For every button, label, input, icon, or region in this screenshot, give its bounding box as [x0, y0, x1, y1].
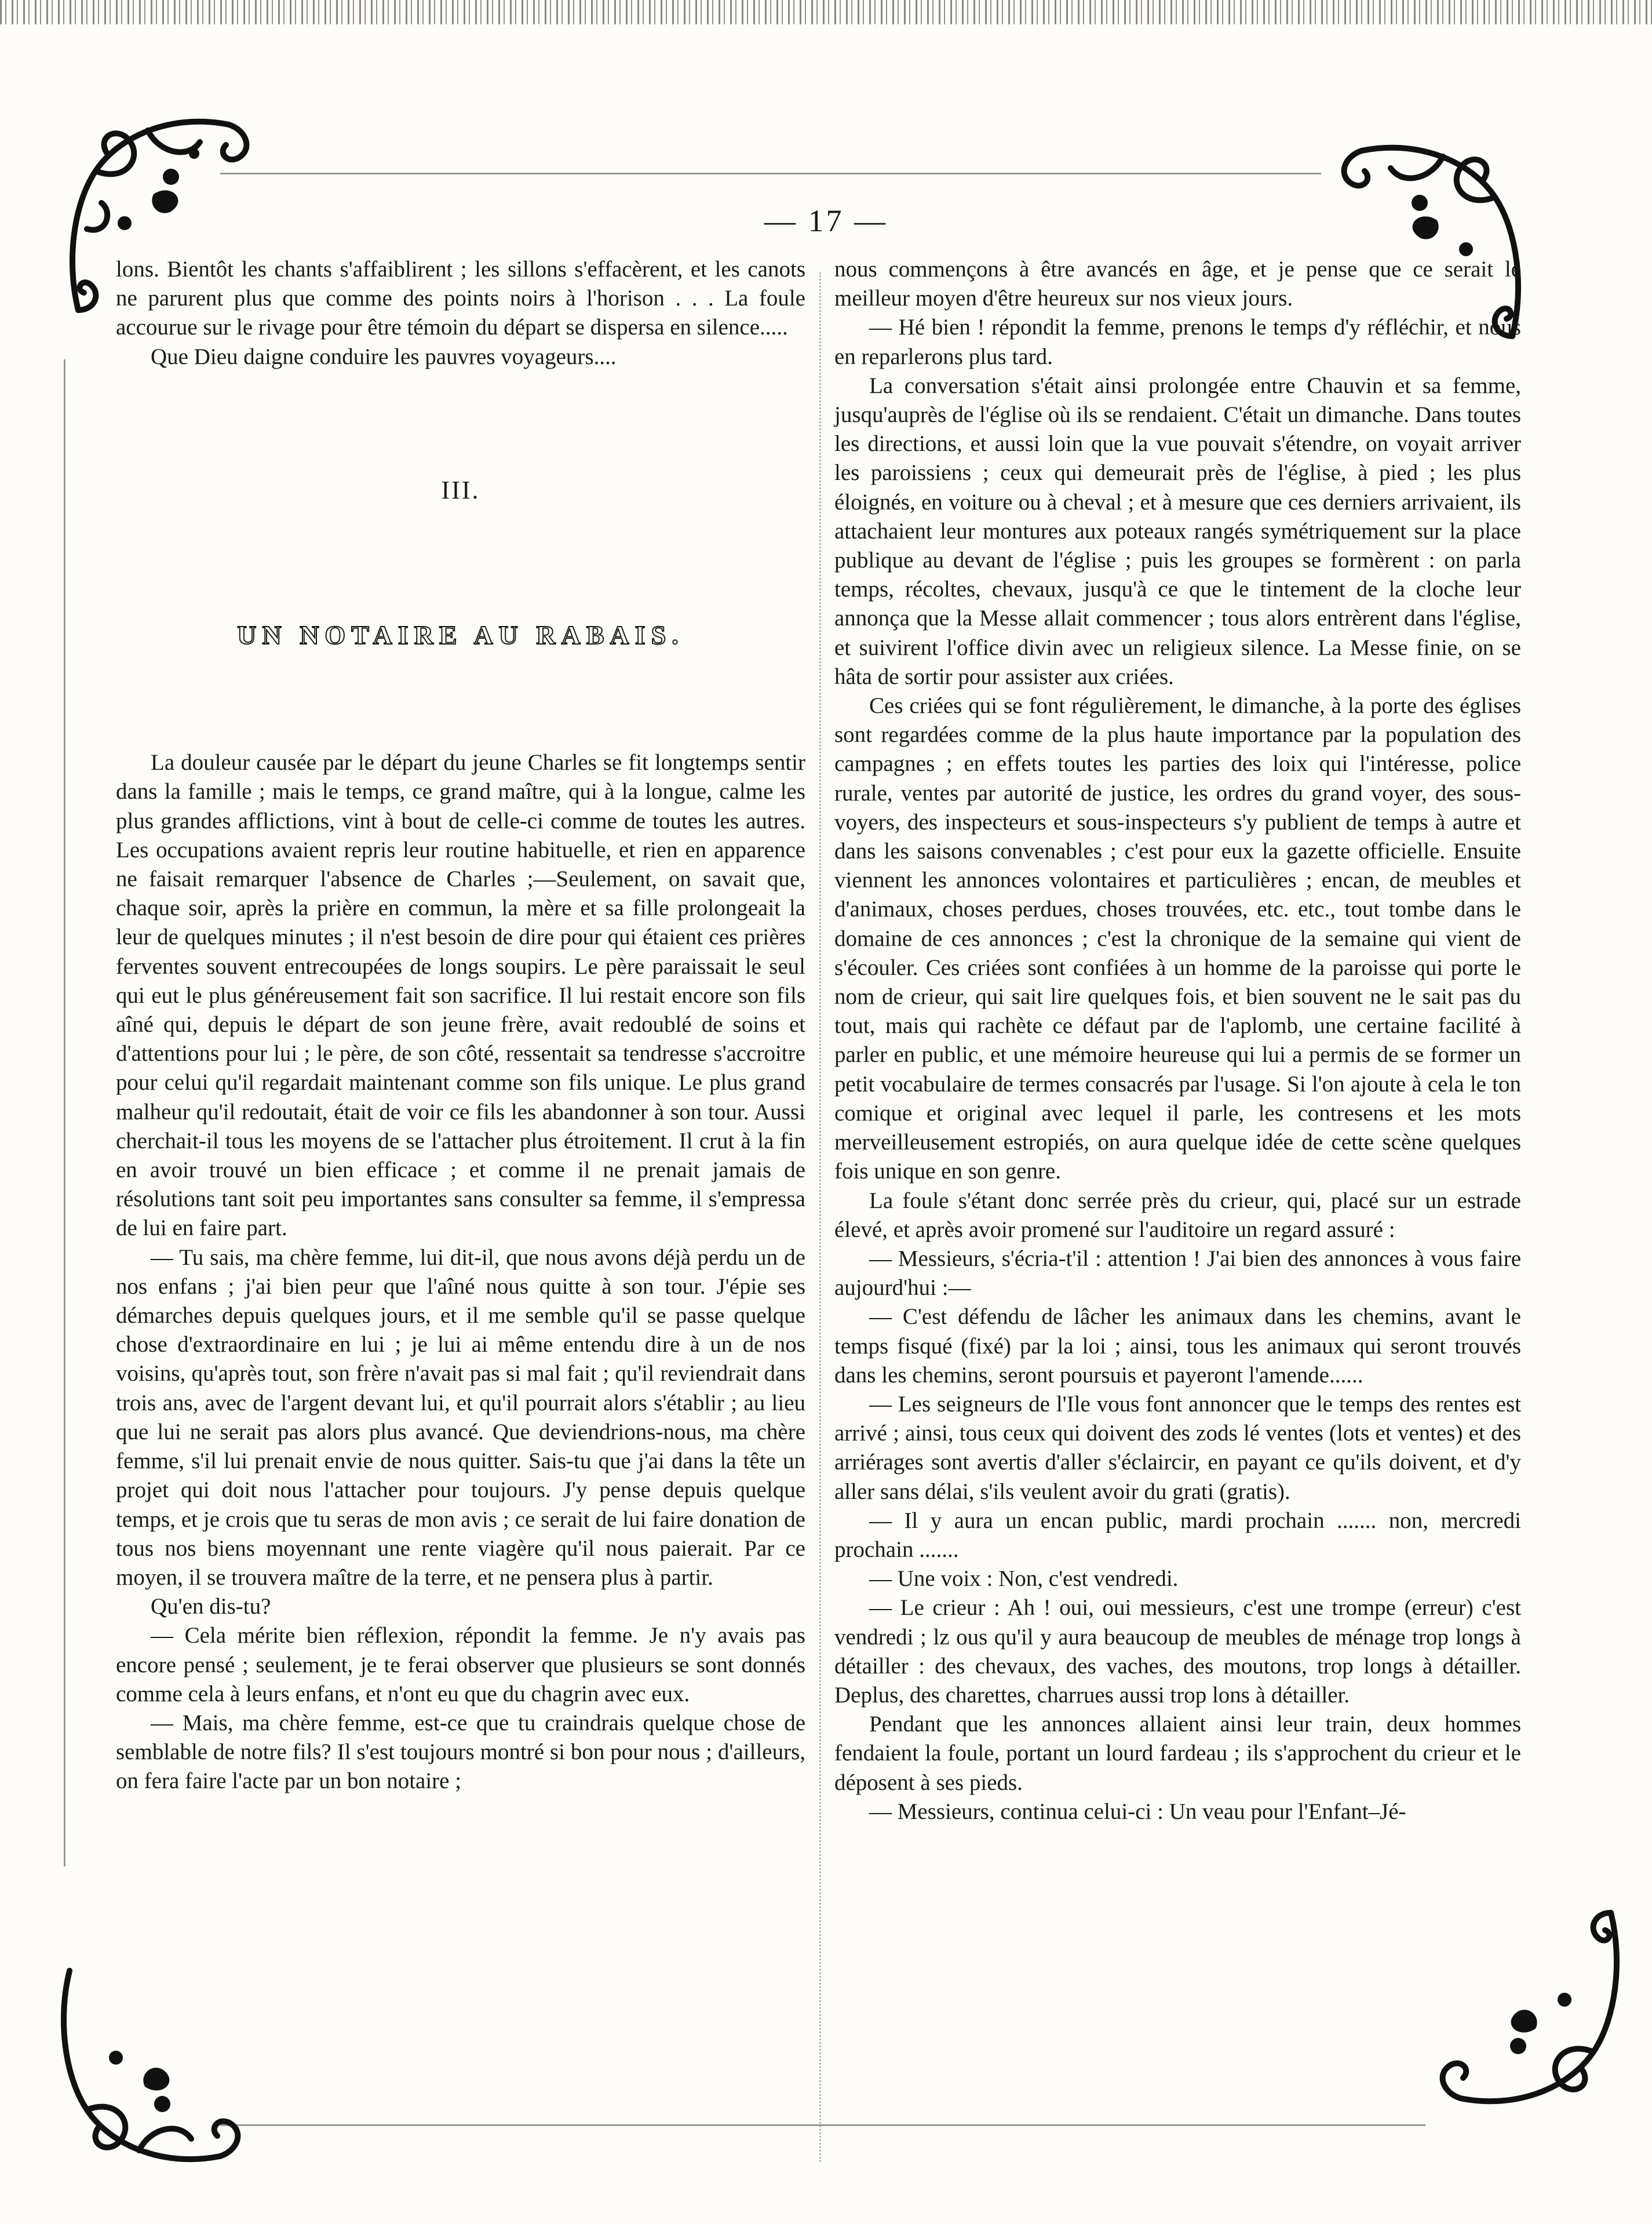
paragraph: nous commençons à être avancés en âge, et je pense que ce serait le meilleur moyen d'être heureux sur nos vieux jours. — [834, 257, 1521, 311]
paragraph: La douleur causée par le départ du jeune Charles se fit longtemps sentir dans la famille ; mais le temps, ce grand maître, qui à la longue, calme les plus grandes afflictions, vint à bout de celle-ci comme de toutes les autres. Les occupations avaient repris leur routine habituelle, et rien en apparence ne faisait remarquer l'absence de Charles ;—Seulement, on savait que, chaque soir, après la prière en commun, la mère et sa fille prolongeait la leur de quelques minutes ; il n'est besoin de dire pour qui étaient ces prières ferventes souvent entrecoupées de longs soupirs. Le père paraissait le seul qui eut le plus généreusement fait son sacrifice. Il lui restait encore son fils aîné qui, depuis le départ de son jeune frère, avait redoublé de soins et d'attentions pour lui ; le père, de son côté, ressentait sa tendresse s'accroitre pour celui qu'il regardait maintenant comme son fils unique. Le plus grand malheur qu'il redoutait, était de voir ce fils les abandonner à son tour. Aussi cherchait-il tous les moyens de se l'attacher plus étroitement. Il crut à la fin en avoir trouvé un bien efficace ; et comme il ne prenait jamais de résolutions tant soit peu importantes sans consulter sa femme, il s'empressa de lui en faire part. — [116, 750, 805, 1241]
page-number: — 17 — — [764, 203, 888, 238]
paragraph: — Tu sais, ma chère femme, lui dit-il, que nous avons déjà perdu un de nos enfans ; j'ai bien peur que l'aîné nous quitte à son tour. J'épie ses démarches depuis quelques jours, et il me semble qu'il se passe quelque chose d'extraordinaire en lui ; je lui ai même entendu dire à un de nos voisins, qu'après tout, son frère n'avait pas si mal fait ; qu'il reviendrait dans trois ans, avec de l'argent devant lui, et qu'il pourrait alors s'établir ; au lieu que lui ne serait pas alors plus avancé. Que deviendrions-nous, ma chère femme, s'il lui prenait envie de nous quitter. Sais-tu que j'ai dans la tête un projet qui doit nous l'attacher pour toujours. J'y pense depuis quelque temps, et je crois que tu seras de mon avis ; ce serait de lui faire donation de tous nos biens moyennant une rente viagère qu'il nous paierait. Par ce moyen, il se trouvera maître de la terre, et ne pensera plus à partir. — [116, 1244, 805, 1590]
ornament-bottom-right-icon — [1414, 1890, 1634, 2133]
right-column — [834, 255, 1521, 1826]
paragraph: — Une voix : Non, c'est vendredi. — [869, 1566, 1179, 1592]
paragraph: — Mais, ma chère femme, est-ce que tu craindrais quelque chose de semblable de notre fils? Il s'est toujours montré si bon pour nous ; d'ailleurs, on fera faire l'acte par un bon notaire ; — [116, 1710, 805, 1794]
paragraph: Pendant que les annonces allaient ainsi leur train, deux hommes fendaient la foule, portant un lourd fardeau ; ils s'approchent du crieur et le déposent à ses pieds. — [834, 1712, 1521, 1795]
paragraph: — Messieurs, continua celui-ci : Un veau pour l'Enfant–Jé- — [869, 1799, 1406, 1824]
paragraph: Qu'en dis-tu? — [151, 1594, 271, 1619]
paragraph: La conversation s'était ainsi prolongée entre Chauvin et sa femme, jusqu'auprès de l'église où ils se rendaient. C'était un dimanche. Dans toutes les directions, et aussi loin que la vue pouvait s'étendre, on voyait arriver les paroissiens ; ceux qui demeurait près de l'église, à pied ; les plus éloignés, en voiture ou à cheval ; et à mesure que ces derniers arrivaient, ils attachaient leur montures aux poteaux rangés symétriquement sur la place publique au devant de l'église ; puis les groupes se formèrent : on parla temps, récoltes, chevaux, jusqu'à ce que le tintement de la cloche leur annonça que la Messe allait commencer ; tous alors entrèrent dans l'église, et suivirent l'office divin avec un religieux silence. La Messe finie, on se hâta de sortir pour assister aux criées. — [834, 373, 1521, 689]
paragraph: — C'est défendu de lâcher les animaux dans les chemins, avant le temps fisqué (fixé) par la loi ; ainsi, tous les animaux qui seront trouvés dans les chemins, seront poursuis et payeront l'amende...... — [834, 1304, 1521, 1388]
paragraph: lons. Bientôt les chants s'affaiblirent ; les sillons s'effacèrent, et les canots ne parurent plus que comme des points noirs à l'horison . . . La foule accourue sur le rivage pour être témoin du départ se dispersa en silence..... — [116, 257, 805, 340]
paragraph: — Messieurs, s'écria-t'il : attention ! J'ai bien des annonces à vous faire aujourd'hui :— — [834, 1246, 1521, 1301]
section-number: III. — [441, 475, 480, 504]
bottom-border-line — [220, 2124, 1425, 2126]
paragraph: La foule s'étant donc serrée près du crieur, qui, placé sur un estrade élevé, et après avoir promené sur l'auditoire un regard assuré : — [834, 1188, 1521, 1242]
left-column — [116, 255, 805, 1796]
top-scan-edge — [0, 0, 1652, 24]
paragraph: Que Dieu daigne conduire les pauvres voyageurs.... — [151, 344, 617, 369]
top-border-line — [220, 173, 1321, 174]
paragraph: — Cela mérite bien réflexion, répondit la femme. Je n'y avais pas encore pensé ; seulement, je te ferai observer que plusieurs se sont donnés comme cela à leurs enfans, et n'ont eu que du chagrin avec eux. — [116, 1623, 805, 1706]
paragraph: — Hé bien ! répondit la femme, prenons le temps d'y réfléchir, et nous en reparlerons plus tard. — [834, 315, 1521, 369]
left-border-line — [64, 359, 65, 1866]
column-divider — [819, 272, 821, 2162]
paragraph: — Le crieur : Ah ! oui, oui messieurs, c'est une trompe (erreur) c'est vendredi ; lz ous qu'il y aura beaucoup de meubles de ménage trop longs à détailler : des chevaux, des vaches, des moutons, trop longs à détailler. Deplus, des charettes, charrues aussi trop lons à détailler. — [834, 1595, 1521, 1708]
ornament-bottom-left-icon — [46, 1948, 267, 2191]
paragraph: — Les seigneurs de l'Ile vous font annoncer que le temps des rentes est arrivé ; ainsi, tous ceux qui doivent des zods lé ventes (lots et ventes) et des arriérages sont avertis d'aller s'éclaircir, en payant ce qu'ils doivent, et d'y aller sans délai, s'ils veulent avoir du grati (gratis). — [834, 1391, 1521, 1504]
story-title: UN NOTAIRE AU RABAIS. — [237, 620, 684, 650]
paragraph: Ces criées qui se font régulièrement, le dimanche, à la porte des églises sont regardées comme de la plus haute importance par la population des campagnes ; en effets toutes les parties des loix qui l'intéresse, police rurale, ventes par autorité de justice, les ordres du grand voyer, des sous-voyers, des inspecteurs et sous-inspecteurs s'y publient de temps à autre et dans les saisons convenables ; c'est pour eux la gazette officielle. Ensuite viennent les annonces volontaires et particulières ; encan, de meubles et d'animaux, choses perdues, choses trouvées, etc. etc., tout tombe dans le domaine de ces annonces ; c'est la chronique de la semaine qui vient de s'écouler. Ces criées sont confiées à un homme de la paroisse qui porte le nom de crieur, qui sait lire quelques fois, et bien souvent ne le sait pas du tout, mais qui rachète ce défaut par de l'aplomb, une certaine facilité à parler en public, et une mémoire heureuse qui lui a permis de se former un petit vocabulaire de termes consacrés par l'usage. Si l'on ajoute à cela le ton comique et original avec lequel il parle, les contresens et les mots merveilleusement estropiés, on aura quelque idée de cette scène quelques fois unique en son genre. — [834, 693, 1521, 1184]
paragraph: — Il y aura un encan public, mardi prochain ....... non, mercredi prochain ....... — [834, 1508, 1521, 1562]
